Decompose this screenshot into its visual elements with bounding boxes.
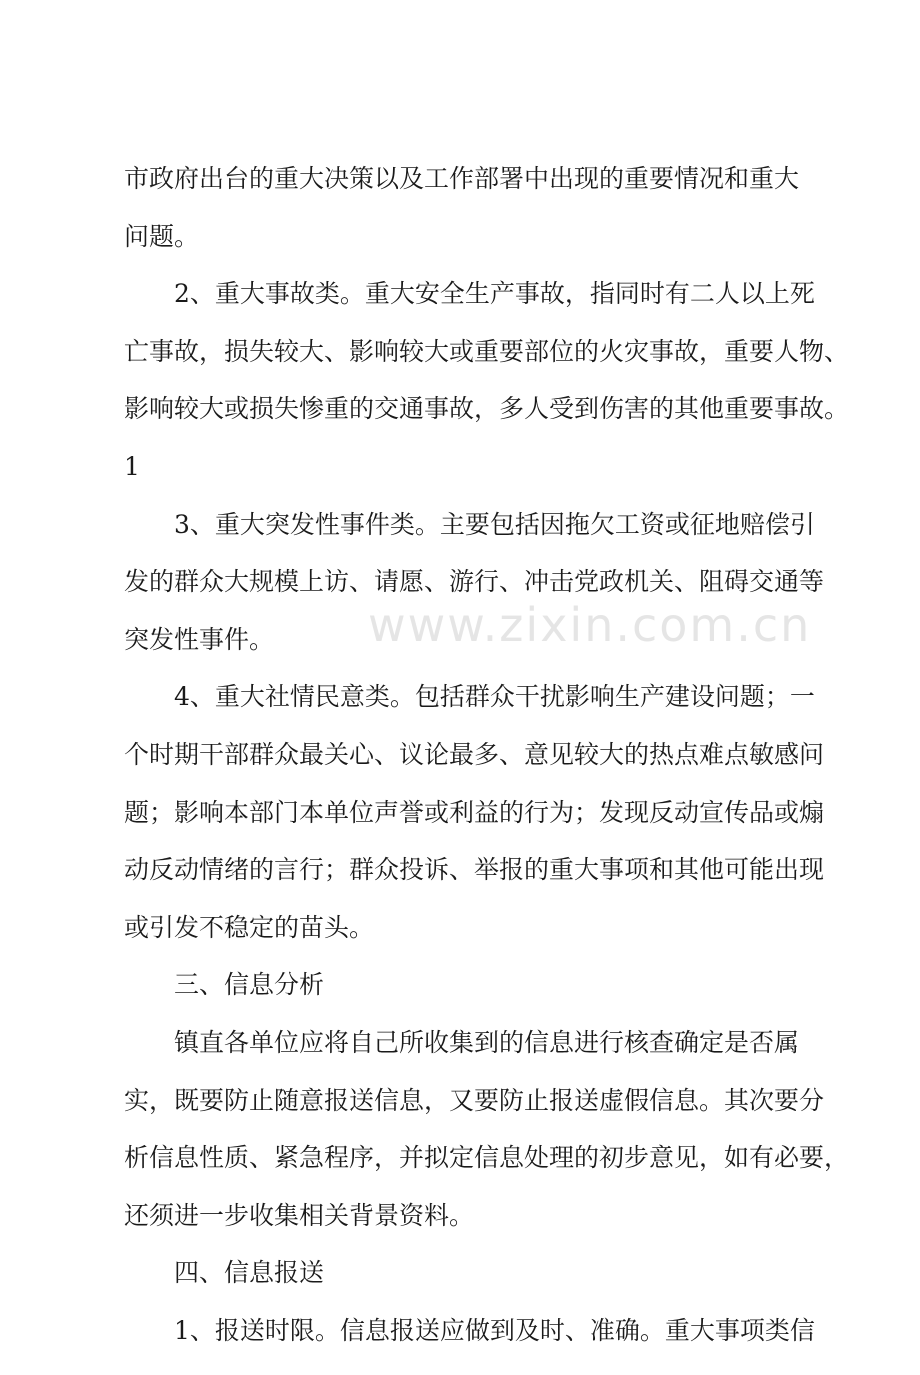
text-line: 或引发不稳定的苗头。 xyxy=(124,912,375,942)
watermark: www.zixin.com.cn xyxy=(368,598,812,652)
section-heading: 四、信息报送 xyxy=(174,1258,325,1288)
text-line: 析信息性质、紧急程序，并拟定信息处理的初步意见，如有必要， xyxy=(124,1143,850,1173)
text-line: 2、重大事故类。重大安全生产事故，指同时有二人以上死 xyxy=(174,279,815,309)
text-line: 个时期干部群众最关心、议论最多、意见较大的热点难点敏感问 xyxy=(124,739,825,769)
text-line: 1、报送时限。信息报送应做到及时、准确。重大事项类信 xyxy=(174,1315,815,1345)
text-line: 影响较大或损失惨重的交通事故，多人受到伤害的其他重要事故。 xyxy=(124,394,850,424)
text-line: 3、重大突发性事件类。主要包括因拖欠工资或征地赔偿引 xyxy=(174,509,815,539)
text-line: 动反动情绪的言行；群众投诉、举报的重大事项和其他可能出现 xyxy=(124,855,825,885)
text-line: 发的群众大规模上访、请愿、游行、冲击党政机关、阻碍交通等 xyxy=(124,567,825,597)
section-heading: 三、信息分析 xyxy=(174,970,325,1000)
footnote-marker: 1 xyxy=(124,451,140,481)
text-line: 题；影响本部门本单位声誉或利益的行为；发现反动宣传品或煽 xyxy=(124,797,825,827)
text-line: 实，既要防止随意报送信息，又要防止报送虚假信息。其次要分 xyxy=(124,1085,825,1115)
text-line: 还须进一步收集相关背景资料。 xyxy=(124,1200,475,1230)
text-line: 镇直各单位应将自己所收集到的信息进行核查确定是否属 xyxy=(174,1027,800,1057)
text-line: 市政府出台的重大决策以及工作部署中出现的重要情况和重大 xyxy=(124,164,800,193)
document-body xyxy=(124,164,850,1375)
text-line: 问题。 xyxy=(124,221,200,251)
text-line: 突发性事件。 xyxy=(124,624,275,654)
text-line: 4、重大社情民意类。包括群众干扰影响生产建设问题；一 xyxy=(174,682,815,712)
text-line: 亡事故，损失较大、影响较大或重要部位的火灾事故，重要人物、 xyxy=(124,336,850,366)
